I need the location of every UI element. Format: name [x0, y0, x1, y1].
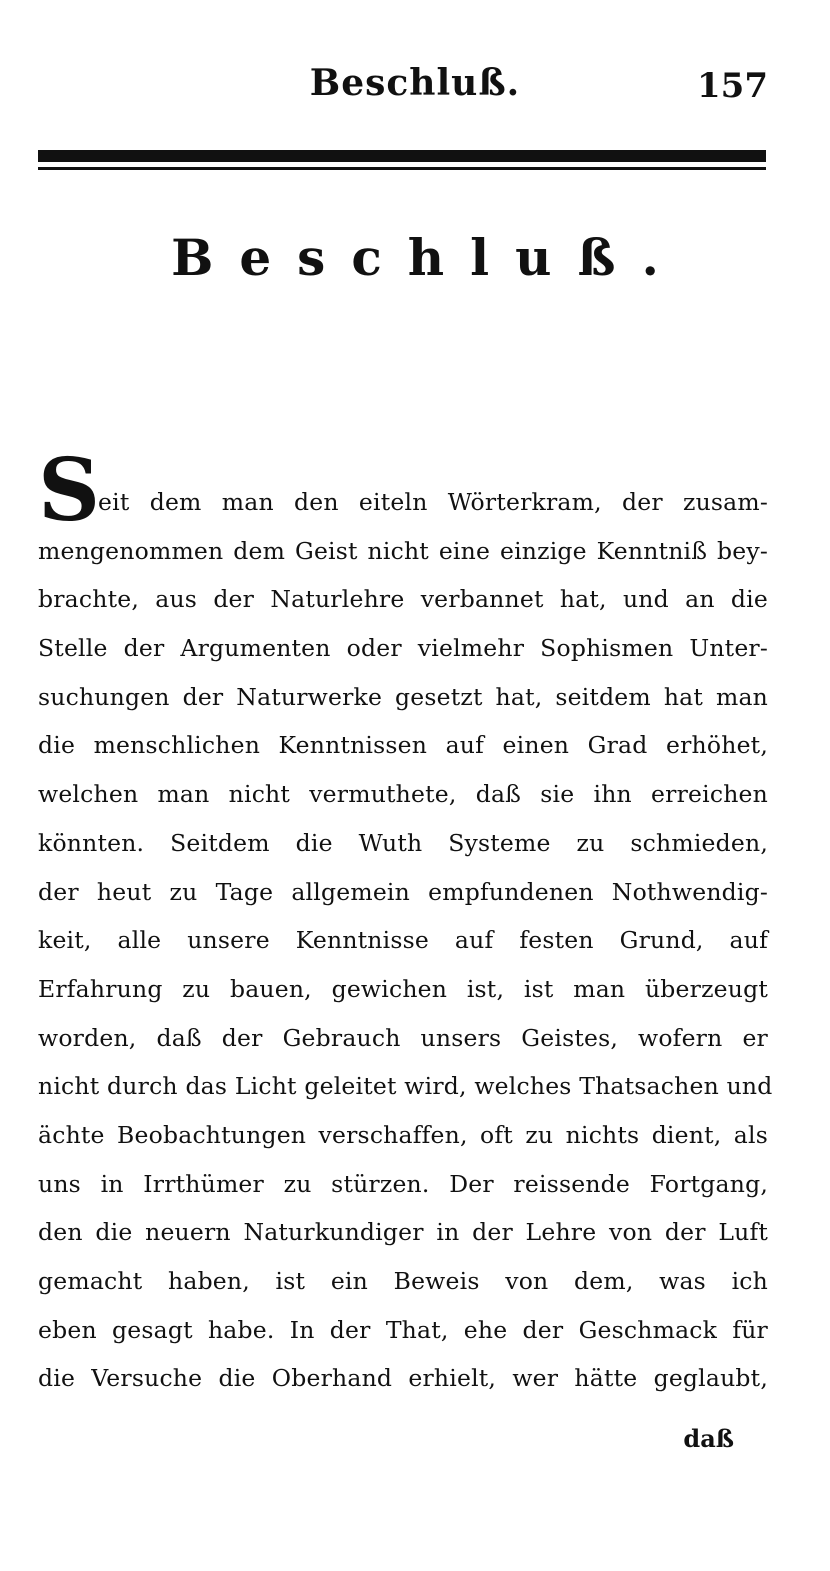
text-line: nicht durch das Licht geleitet wird, welches Thatsachen und — [38, 1072, 773, 1101]
text-line: keit, alle unsere Kenntnisse auf festen Grund, auf — [38, 926, 768, 955]
chapter-heading: Beschluß. — [171, 228, 685, 287]
text-line: brachte, aus der Naturlehre verbannet hat, und an die — [38, 585, 768, 614]
text-line: ächte Beobachtungen verschaffen, oft zu nichts dient, als — [38, 1120, 768, 1149]
text-line: die Versuche die Oberhand erhielt, wer hätte geglaubt, — [38, 1364, 768, 1393]
text-line: den die neuern Naturkundiger in der Lehre von der Luft — [38, 1218, 768, 1247]
running-title: Beschluß. — [309, 62, 521, 104]
text-line: worden, daß der Gebrauch unsers Geistes, wofern er — [38, 1023, 768, 1052]
text-line: Stelle der Argumenten oder vielmehr Sophismen Unter- — [38, 634, 768, 663]
text-line: Erfahrung zu bauen, gewichen ist, ist man überzeugt — [38, 974, 768, 1003]
running-head — [0, 62, 830, 112]
header-rule-thin — [38, 167, 766, 170]
header-rule-thick — [38, 150, 766, 162]
text-line: die menschlichen Kenntnissen auf einen Grad erhöhet, — [38, 731, 768, 760]
body-text — [38, 478, 773, 1403]
text-line: der heut zu Tage allgemein empfundenen Nothwendig- — [38, 877, 768, 906]
text-line: mengenommen dem Geist nicht eine einzige Kenntniß bey- — [38, 536, 768, 565]
text-line: suchungen der Naturwerke gesetzt hat, seitdem hat man — [38, 682, 768, 711]
text-line: uns in Irrthümer zu stürzen. Der reissende Fortgang, — [38, 1169, 768, 1198]
text-line: welchen man nicht vermuthete, daß sie ihn erreichen — [38, 780, 768, 809]
catchword: daß — [683, 1424, 734, 1453]
text-line: eben gesagt habe. In der That, ehe der Geschmack für — [38, 1315, 768, 1344]
text-line: könnten. Seitdem die Wuth Systeme zu schmieden, — [38, 828, 768, 857]
text-line: eit dem man den eiteln Wörterkram, der zusam- — [98, 488, 768, 516]
drop-initial: S — [38, 440, 101, 541]
text-line: gemacht haben, ist ein Beweis von dem, was ich — [38, 1267, 768, 1295]
page-number: 157 — [697, 66, 768, 106]
